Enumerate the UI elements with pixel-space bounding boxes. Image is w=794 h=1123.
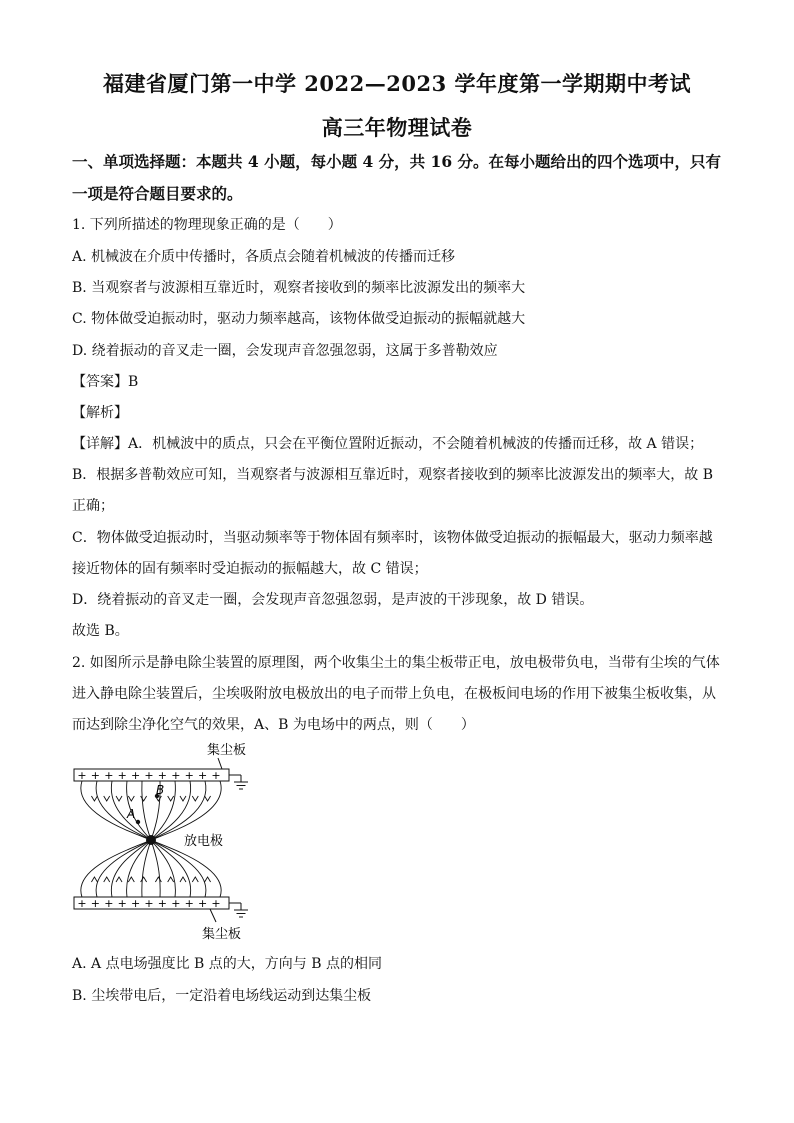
field-line [151, 840, 160, 897]
ground-symbol-bottom [234, 910, 248, 917]
q1-option-a: A. 机械波在介质中传播时，各质点会随着机械波的传播而迁移 [72, 249, 456, 265]
plate-plus-sign: + [130, 769, 141, 782]
field-arrow [128, 796, 134, 801]
q2-option-b: B. 尘埃带电后，一定沿着电场线运动到达集尘板 [72, 988, 372, 1004]
q1-explanation-line: 【详解】A．机械波中的质点，只会在平衡位置附近振动，不会随着机械波的传播而迁移，故 A 错误； [72, 436, 704, 452]
q1-option-c: C. 物体做受迫振动时，驱动力频率越高，该物体做受迫振动的振幅就越大 [72, 311, 526, 327]
plate-plus-sign: + [184, 897, 194, 910]
plate-plus-sign: + [157, 769, 168, 782]
point-a-dot [136, 820, 140, 824]
plate-plus-sign: + [144, 897, 154, 910]
q1-stem: 1. 下列所描述的物理现象正确的是（ ） [72, 217, 342, 233]
plate-plus-sign: + [184, 769, 194, 782]
plate-plus-sign: + [90, 897, 101, 910]
plate-plus-sign: + [197, 769, 208, 782]
point-b-label: B [156, 783, 165, 797]
q2-option-a: A. A 点电场强度比 B 点的大，方向与 B 点的相同 [72, 956, 382, 972]
field-arrow [91, 796, 97, 801]
top-plate-charges [77, 769, 220, 782]
exam-subtitle: 高三年物理试卷 [321, 115, 473, 140]
plate-plus-sign: + [171, 769, 181, 782]
q1-analysis-label: 【解析】 [72, 405, 128, 421]
field-line [96, 840, 151, 897]
q1-explanation-line: 正确； [72, 498, 114, 514]
plate-plus-sign: + [144, 769, 154, 782]
field-arrow [168, 877, 174, 882]
field-arrow [104, 796, 110, 801]
plate-plus-sign: + [104, 897, 114, 910]
q1-option-d: D. 绕着振动的音叉走一圈，会发现声音忽强忽弱，这属于多普勒效应 [72, 343, 498, 359]
section-heading: 一、单项选择题：本题共 4 小题，每小题 4 分，共 16 分。在每小题给出的四个选项中，只有 [72, 152, 722, 171]
discharge-electrode [146, 835, 156, 845]
field-arrow [104, 877, 110, 882]
electrostatic-precipitator-diagram [60, 738, 300, 948]
bottom-plate-label: 集尘板 [202, 927, 242, 942]
q1-explanation-line: D．绕着振动的音叉走一圈，会发现声音忽强忽弱，是声波的干涉现象，故 D 错误。 [72, 592, 594, 608]
plate-plus-sign: + [130, 897, 141, 910]
field-arrow [116, 877, 122, 882]
q2-stem-line: 2. 如图所示是静电除尘装置的原理图，两个收集尘土的集尘板带正电，放电极带负电，当带有尘埃的气体 [72, 655, 720, 671]
q1-explanation-line: B．根据多普勒效应可知，当观察者与波源相互靠近时，观察者接收到的频率比波源发出的频率大，故 B [72, 467, 714, 483]
plate-plus-sign: + [117, 897, 127, 910]
field-arrow [116, 796, 122, 801]
field-arrow [168, 796, 174, 801]
plate-plus-sign: + [104, 769, 114, 782]
field-line [81, 840, 151, 897]
point-a-label: A [127, 807, 136, 821]
q1-explanation-line: C．物体做受迫振动时，当驱动频率等于物体固有频率时，该物体做受迫振动的振幅最大，驱动力频率越 [72, 530, 713, 546]
plate-plus-sign: + [77, 769, 87, 782]
q1-explanation-line: 接近物体的固有频率时受迫振动的振幅越大，故 C 错误； [72, 561, 428, 577]
field-arrow [141, 796, 147, 801]
q1-answer: 【答案】B [72, 374, 139, 390]
top-plate-label: 集尘板 [207, 743, 247, 758]
field-arrow [205, 877, 211, 882]
field-line [142, 840, 151, 897]
ground-symbol-top [234, 782, 248, 789]
plate-plus-sign: + [211, 769, 221, 782]
field-arrow [91, 877, 97, 882]
plate-plus-sign: + [77, 897, 87, 910]
field-arrow [155, 877, 161, 882]
plate-plus-sign: + [197, 897, 208, 910]
exam-title: 福建省厦门第一中学 2022—2023 学年度第一学期期中考试 [102, 71, 691, 96]
plate-plus-sign: + [171, 897, 181, 910]
field-arrow [180, 796, 186, 801]
plate-plus-sign: + [211, 897, 221, 910]
q1-option-b: B. 当观察者与波源相互靠近时，观察者接收到的频率比波源发出的频率大 [72, 280, 526, 296]
field-arrow [205, 796, 211, 801]
q2-stem-line: 而达到除尘净化空气的效果，A、B 为电场中的两点，则（ ） [72, 717, 475, 733]
plate-plus-sign: + [157, 897, 168, 910]
bottom-plate-charges [77, 897, 220, 910]
plate-plus-sign: + [90, 769, 101, 782]
electrode-label: 放电极 [184, 834, 224, 849]
field-arrow [192, 796, 198, 801]
q2-stem-line: 进入静电除尘装置后，尘埃吸附放电极放出的电子而带上负电，在极板间电场的作用下被集尘板收集，从 [72, 686, 716, 702]
q1-conclusion: 故选 B。 [72, 623, 129, 639]
field-arrow [192, 877, 198, 882]
field-line [81, 781, 151, 840]
plate-plus-sign: + [117, 769, 127, 782]
section-heading-cont: 一项是符合题目要求的。 [72, 184, 243, 203]
field-arrow [141, 877, 147, 882]
field-arrow [180, 877, 186, 882]
field-arrow [128, 877, 134, 882]
